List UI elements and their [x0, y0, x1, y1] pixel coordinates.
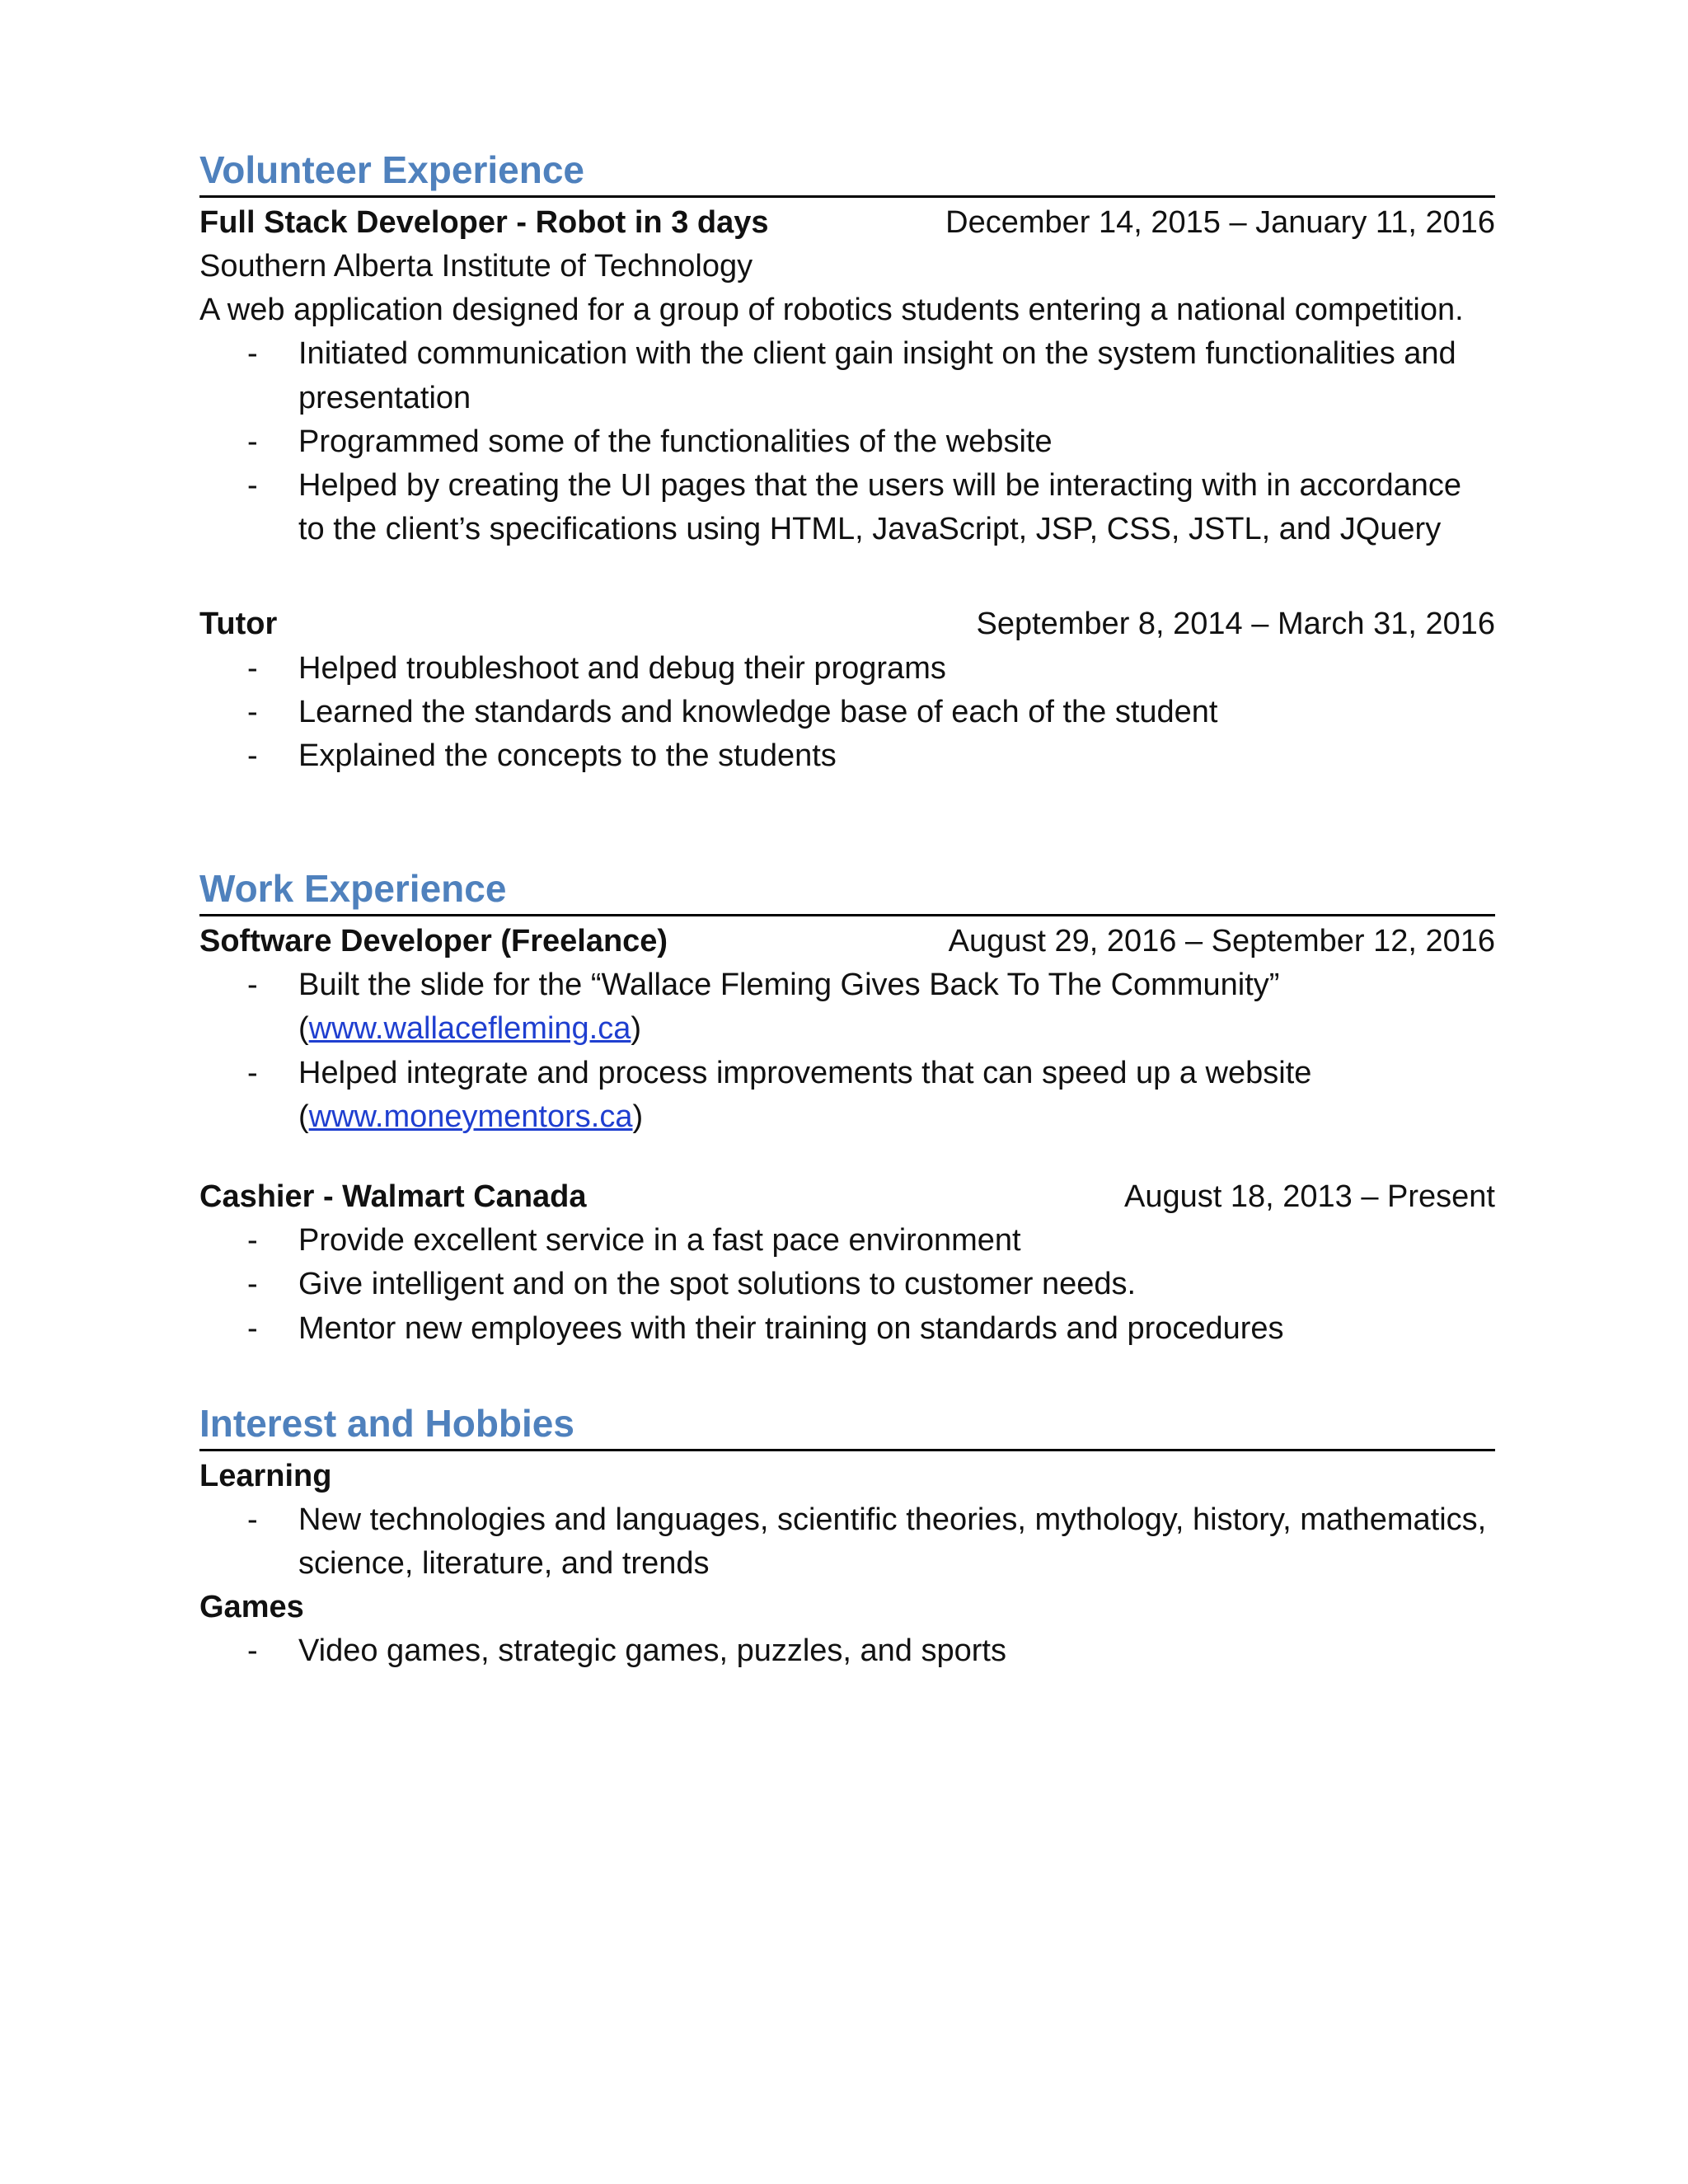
bullet-text: Helped troubleshoot and debug their programs — [298, 650, 946, 686]
bullet-dash: - — [247, 1055, 258, 1090]
interests-section — [199, 1402, 1495, 1674]
bullet-text: Initiated communication with the client gain insight on the system functionalities and presentation — [298, 336, 1456, 415]
list-item — [199, 734, 1495, 778]
entry-role: Tutor — [199, 607, 278, 642]
list-item — [199, 332, 1495, 419]
bullet-list — [199, 332, 1495, 551]
bullet-dash: - — [247, 1310, 258, 1346]
subheading-games: Games — [199, 1590, 304, 1625]
bullet-dash: - — [247, 1633, 258, 1669]
list-item — [199, 647, 1495, 691]
entry-role: Software Developer (Freelance) — [199, 924, 668, 959]
bullet-text: Provide excellent service in a fast pace environment — [298, 1223, 1021, 1258]
list-item — [199, 1052, 1495, 1139]
bullet-text: Mentor new employees with their training on standards and procedures — [298, 1310, 1284, 1346]
entry-organization: Southern Alberta Institute of Technology — [199, 249, 753, 284]
entry-role: Cashier - Walmart Canada — [199, 1179, 587, 1214]
bullet-text: Explained the concepts to the students — [298, 738, 837, 773]
bullet-list — [199, 1219, 1495, 1351]
section-title-work: Work Experience — [199, 867, 1495, 916]
bullet-list — [199, 647, 1495, 779]
bullet-text: Learned the standards and knowledge base of each of the student — [298, 694, 1218, 729]
list-item — [199, 963, 1495, 1051]
bullet-text: Video games, strategic games, puzzles, and sports — [298, 1633, 1006, 1669]
section-title-volunteer: Volunteer Experience — [199, 148, 1495, 198]
paren-close: ) — [631, 1011, 642, 1047]
paren-close: ) — [632, 1099, 644, 1134]
resume-page — [199, 148, 1495, 1674]
moneymentors-link[interactable]: www.moneymentors.ca — [308, 1099, 633, 1134]
bullet-content — [298, 1052, 1495, 1139]
bullet-dash: - — [247, 468, 258, 504]
entry-description: A web application designed for a group of robotics students entering a national competition. — [199, 293, 1464, 328]
spacer — [199, 778, 1495, 867]
bullet-dash: - — [247, 694, 258, 729]
wallacefleming-link[interactable]: www.wallacefleming.ca — [308, 1011, 631, 1047]
entry-dates: December 14, 2015 – January 11, 2016 — [945, 204, 1495, 240]
spacer — [199, 551, 1495, 602]
volunteer-section — [199, 148, 1495, 778]
section-title-interests: Interest and Hobbies — [199, 1402, 1495, 1451]
list-item — [199, 1498, 1495, 1586]
bullet-dash: - — [247, 650, 258, 686]
entry-header-fullstack — [199, 201, 1495, 245]
bullet-text: New technologies and languages, scientific theories, mythology, history, mathematics, science, literature, and trends — [298, 1502, 1487, 1581]
bullet-list — [199, 1629, 1495, 1673]
bullet-list — [199, 963, 1495, 1139]
bullet-dash: - — [247, 968, 258, 1003]
entry-role: Full Stack Developer - Robot in 3 days — [199, 204, 769, 240]
spacer — [199, 1139, 1495, 1175]
list-item — [199, 1629, 1495, 1673]
bullet-list — [199, 1498, 1495, 1586]
entry-header-cashier — [199, 1175, 1495, 1219]
entry-dates: August 29, 2016 – September 12, 2016 — [948, 924, 1495, 959]
bullet-text: Helped by creating the UI pages that the users will be interacting with in accordance to the client’s specifications using HTML, JavaScript, JSP, CSS, JSTL, and JQuery — [298, 468, 1462, 547]
entry-header-freelance — [199, 920, 1495, 963]
bullet-dash: - — [247, 1502, 258, 1537]
bullet-dash: - — [247, 1223, 258, 1258]
bullet-dash: - — [247, 738, 258, 773]
list-item — [199, 420, 1495, 464]
paren-open: ( — [298, 1099, 309, 1134]
bullet-dash: - — [247, 1267, 258, 1302]
entry-dates: August 18, 2013 – Present — [1124, 1179, 1495, 1214]
paren-open: ( — [298, 1011, 309, 1047]
work-section — [199, 867, 1495, 1351]
bullet-text: Built the slide for the “Wallace Fleming Gives Back To The Community” — [298, 968, 1280, 1003]
bullet-text: Give intelligent and on the spot solutions to customer needs. — [298, 1267, 1137, 1302]
bullet-text: Helped integrate and process improvements that can speed up a website — [298, 1055, 1312, 1090]
list-item — [199, 1263, 1495, 1306]
bullet-text: Programmed some of the functionalities of the website — [298, 424, 1053, 459]
entry-header-tutor — [199, 602, 1495, 646]
list-item — [199, 464, 1495, 551]
list-item — [199, 1219, 1495, 1263]
entry-dates: September 8, 2014 – March 31, 2016 — [976, 607, 1495, 642]
bullet-dash: - — [247, 336, 258, 372]
bullet-dash: - — [247, 424, 258, 459]
subheading-learning: Learning — [199, 1458, 332, 1493]
spacer — [199, 1351, 1495, 1402]
list-item — [199, 1307, 1495, 1351]
list-item — [199, 691, 1495, 734]
bullet-content — [298, 963, 1495, 1051]
